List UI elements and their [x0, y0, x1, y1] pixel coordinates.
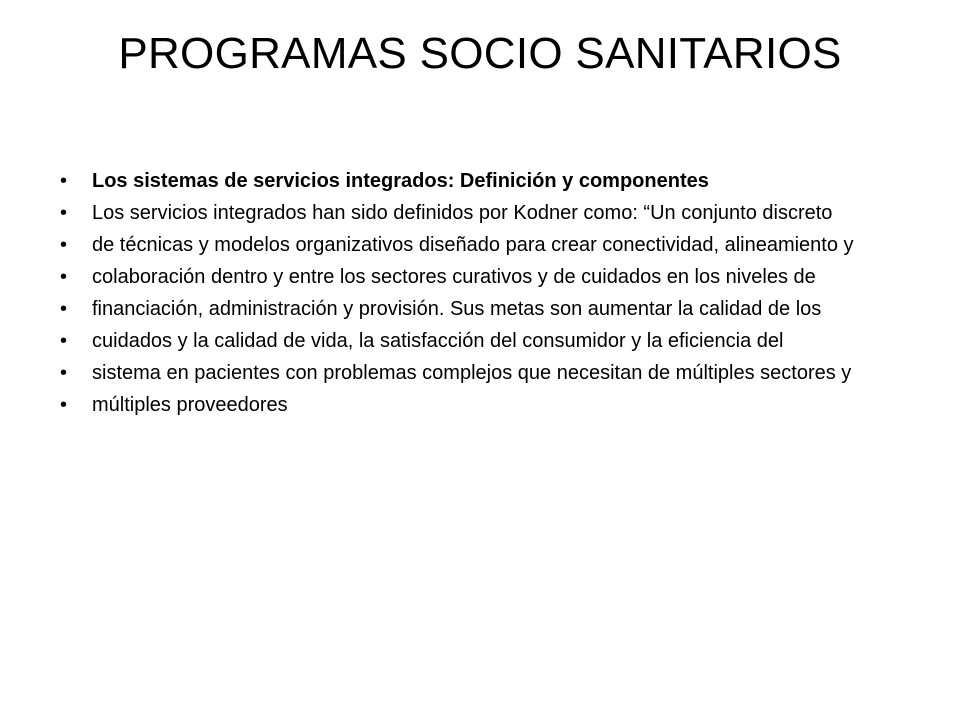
bullet-item [60, 170, 900, 192]
bullet-text: sistema en pacientes con problemas complejos que necesitan de múltiples sectores y [92, 362, 852, 384]
bullet-item [60, 202, 900, 224]
bullet-text: colaboración dentro y entre los sectores curativos y de cuidados en los niveles de [92, 266, 816, 288]
bullet-item [60, 234, 900, 256]
bullet-text: cuidados y la calidad de vida, la satisfacción del consumidor y la eficiencia del [92, 330, 784, 352]
bullet-icon: • [60, 170, 68, 192]
bullet-icon: • [60, 298, 68, 320]
bullet-icon: • [60, 362, 68, 384]
bullet-text: Los sistemas de servicios integrados: Definición y componentes [92, 170, 709, 192]
bullet-item [60, 266, 900, 288]
bullet-text: de técnicas y modelos organizativos diseñado para crear conectividad, alineamiento y [92, 234, 854, 256]
bullet-icon: • [60, 234, 68, 256]
bullet-item [60, 330, 900, 352]
bullet-text: múltiples proveedores [92, 394, 288, 416]
bullet-icon: • [60, 266, 68, 288]
bullet-icon: • [60, 330, 68, 352]
bullet-text: financiación, administración y provisión. Sus metas son aumentar la calidad de los [92, 298, 822, 320]
bullet-item [60, 394, 900, 416]
bullet-icon: • [60, 202, 68, 224]
bullet-text: Los servicios integrados han sido definidos por Kodner como: “Un conjunto discreto [92, 202, 833, 224]
bullet-list [60, 170, 900, 426]
bullet-item [60, 362, 900, 384]
bullet-item [60, 298, 900, 320]
slide-title: PROGRAMAS SOCIO SANITARIOS [118, 29, 842, 78]
bullet-icon: • [60, 394, 68, 416]
